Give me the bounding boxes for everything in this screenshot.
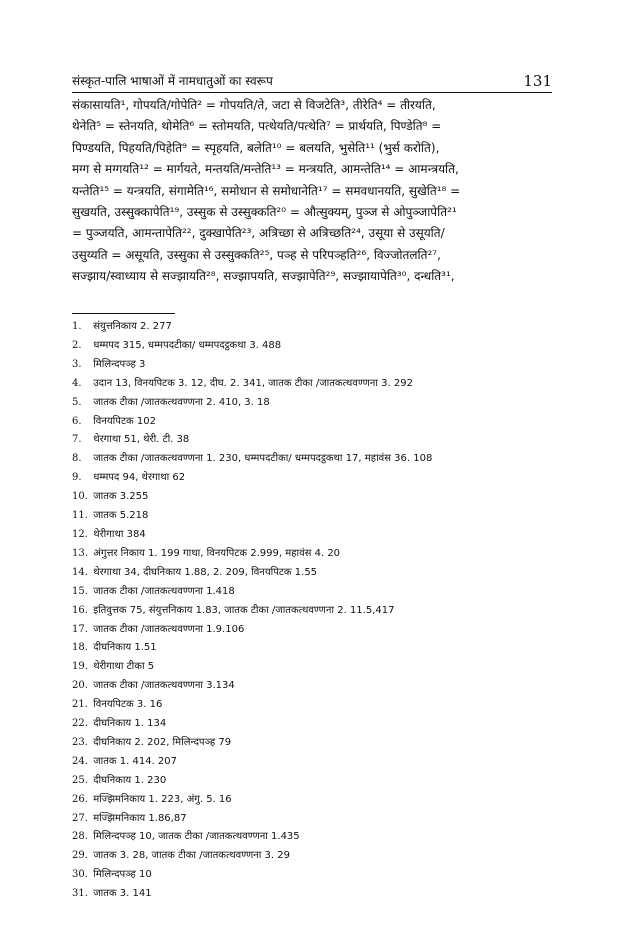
footnote bbox=[72, 526, 552, 545]
footnote-list bbox=[72, 318, 552, 904]
footnote bbox=[72, 621, 552, 640]
footnote-text: मिलिन्दपञ्ह 10 bbox=[93, 869, 152, 881]
footnote-text: थेरगाथा 51, थेरी. टी. 38 bbox=[93, 434, 190, 446]
footnote bbox=[72, 885, 552, 904]
footnote-text: जातक 3.255 bbox=[93, 491, 149, 503]
footnote-text: अंगुत्तर निकाय 1. 199 गाथा, विनयपिटक 2.999, महावंस 4. 20 bbox=[93, 547, 341, 559]
footnote-number: 10. bbox=[72, 491, 88, 503]
footnote-text: जातक टीका /जातकत्थवण्णना 2. 410, 3. 18 bbox=[93, 396, 270, 408]
footnote-number: 27. bbox=[72, 812, 88, 824]
footnote-number: 6. bbox=[72, 415, 82, 427]
footnote-text: दीघनिकाय 1. 134 bbox=[93, 718, 167, 730]
footnote bbox=[72, 545, 552, 564]
footnote-text: जातक टीका /जातकत्थवण्णना 3.134 bbox=[93, 680, 235, 692]
footnote-number: 30. bbox=[72, 869, 88, 881]
footnote bbox=[72, 810, 552, 829]
running-header bbox=[72, 72, 552, 90]
footnote bbox=[72, 413, 552, 432]
footnote bbox=[72, 639, 552, 658]
footnote bbox=[72, 677, 552, 696]
footnote-text: थेरीगाथा टीका 5 bbox=[93, 661, 155, 673]
footnote-text: जातक 3. 28, जातक टीका /जातकत्थवण्णना 3. 29 bbox=[93, 850, 290, 862]
footnote-text: इतिवुत्तक 75, संयुत्तनिकाय 1.83, जातक टीका /जातकत्थवण्णना 2. 11.5,417 bbox=[93, 604, 395, 616]
footnote bbox=[72, 469, 552, 488]
footnote bbox=[72, 583, 552, 602]
footnote-text: मिलिन्दपञ्ह 3 bbox=[93, 358, 146, 370]
footnote-text: मिलिन्दपञ्ह 10, जातक टीका /जातकत्थवण्णना 1.435 bbox=[93, 831, 300, 843]
footnote bbox=[72, 715, 552, 734]
page-number: 131 bbox=[523, 72, 552, 90]
footnote-number: 13. bbox=[72, 547, 88, 559]
footnote-number: 28. bbox=[72, 831, 88, 843]
footnote-text: दीघनिकाय 1. 230 bbox=[93, 774, 167, 786]
footnote-number: 19. bbox=[72, 661, 88, 673]
footnote bbox=[72, 602, 552, 621]
footnote-number: 29. bbox=[72, 850, 88, 862]
footnote bbox=[72, 828, 552, 847]
footnote bbox=[72, 356, 552, 375]
footnote-text: जातक 3. 141 bbox=[93, 888, 152, 900]
body-line: थेनेति⁵ = स्तेनयति, थोमेति⁶ = स्तोमयति, पत्थेयति/पत्थेति⁷ = प्रार्थयति, पिण्डेति⁸ = bbox=[72, 119, 442, 134]
footnote-text: जातक 5.218 bbox=[93, 510, 149, 522]
footnote-number: 3. bbox=[72, 358, 82, 370]
footnote-text: विनयपिटक 102 bbox=[93, 415, 156, 427]
footnote-text: संयुत्तनिकाय 2. 277 bbox=[93, 321, 172, 332]
footnote bbox=[72, 488, 552, 507]
footnote-text: थेरीगाथा 384 bbox=[93, 528, 146, 540]
footnote-number: 16. bbox=[72, 604, 88, 616]
footnote bbox=[72, 866, 552, 885]
footnote bbox=[72, 375, 552, 394]
footnote bbox=[72, 772, 552, 791]
footnote-number: 21. bbox=[72, 699, 88, 711]
footnote-text: दीघनिकाय 2. 202, मिलिन्दपञ्ह 79 bbox=[93, 736, 232, 748]
body-line: उसुय्यति = असूयति, उस्सुका से उस्सुक्कति²⁵, पञ्ह से परिपञ्हति²⁶, विज्जोतलति²⁷, bbox=[72, 247, 441, 262]
running-title: संस्कृत-पालि भाषाओं में नामधातुओं का स्वरूप bbox=[72, 74, 273, 88]
footnote bbox=[72, 337, 552, 356]
footnote-text: मज्झिमनिकाय 1.86,87 bbox=[93, 812, 187, 824]
footnote-number: 8. bbox=[72, 453, 82, 465]
footnote bbox=[72, 564, 552, 583]
footnote bbox=[72, 507, 552, 526]
body-line: मग्ग से मग्गयति¹² = मार्गयते, मन्तयति/मन्तेति¹³ = मन्त्रयति, आमन्तेति¹⁴ = आमन्त्रयति, bbox=[72, 162, 459, 177]
footnote-text: थेरगाथा 34, दीघनिकाय 1.88, 2. 209, विनयपिटक 1.55 bbox=[93, 566, 318, 578]
footnote-number: 12. bbox=[72, 528, 88, 540]
footnote-text: दीघनिकाय 1.51 bbox=[93, 642, 157, 654]
body-paragraph bbox=[72, 95, 552, 288]
footnote-number: 18. bbox=[72, 642, 88, 654]
footnote bbox=[72, 394, 552, 413]
footnote-text: जातक टीका /जातकत्थवण्णना 1. 230, धम्मपदटीका/ धम्मपदट्ठकथा 17, महावंस 36. 108 bbox=[93, 453, 433, 465]
footnote-number: 15. bbox=[72, 585, 88, 597]
footnote bbox=[72, 658, 552, 677]
footnote-number: 22. bbox=[72, 718, 88, 730]
footnote bbox=[72, 847, 552, 866]
footnote-number: 5. bbox=[72, 396, 82, 408]
footnote bbox=[72, 450, 552, 469]
footnote bbox=[72, 696, 552, 715]
footnote-number: 14. bbox=[72, 566, 88, 578]
footnote-text: विनयपिटक 3. 16 bbox=[93, 699, 163, 711]
footnote-number: 25. bbox=[72, 774, 88, 786]
footnote-number: 20. bbox=[72, 680, 88, 692]
footnote-number: 7. bbox=[72, 434, 82, 446]
footnote-separator bbox=[72, 313, 175, 314]
footnote-number: 31. bbox=[72, 888, 88, 900]
footnote bbox=[72, 431, 552, 450]
footnote bbox=[72, 734, 552, 753]
footnote-text: जातक टीका /जातकत्थवण्णना 1.9.106 bbox=[93, 623, 245, 635]
body-line: पिण्डयति, पिहयति/पिहेति⁹ = स्पृहयति, बलेति¹⁰ = बलयति, भुसेति¹¹ (भुर्स करोति), bbox=[72, 140, 440, 155]
body-line: = पुञ्जयति, आमन्तापेति²², दुक्खापेति²³, अत्रिच्छा से अत्रिच्छति²⁴, उसूया से उसूयति/ bbox=[72, 226, 445, 241]
body-line: संकासायति¹, गोपयति/गोपेति² = गोपयति/ते, जटा से विजटेति³, तीरेति⁴ = तीरयति, bbox=[72, 98, 436, 112]
footnote-text: जातक टीका /जातकत्थवण्णना 1.418 bbox=[93, 585, 235, 597]
footnote-text: जातक 1. 414. 207 bbox=[93, 755, 178, 767]
body-line: यन्तेति¹⁵ = यन्त्रयति, संगामेति¹⁶, समोधान से समोधानेति¹⁷ = समवधानयति, सुखेति¹⁸ = bbox=[72, 183, 461, 198]
footnote bbox=[72, 753, 552, 772]
footnote-text: धम्मपद 315, धम्मपदटीका/ धम्मपदट्ठकथा 3. 488 bbox=[93, 339, 282, 351]
footnote-number: 9. bbox=[72, 472, 82, 484]
body-line: सज्झाय/स्वाध्याय से सज्झायति²⁸, सज्झापयति, सज्झापेति²⁹, सज्झायापेति³⁰, दन्धति³¹, bbox=[72, 269, 455, 284]
footnote-number: 4. bbox=[72, 377, 82, 389]
footnote bbox=[72, 318, 552, 337]
footnote-text: धम्मपद 94, थेरगाथा 62 bbox=[93, 472, 186, 484]
footnote-number: 23. bbox=[72, 736, 88, 748]
footnote-text: उदान 13, विनयपिटक 3. 12, दीघ. 2. 341, जातक टीका /जातकत्थवण्णना 3. 292 bbox=[93, 377, 413, 389]
footnote-number: 11. bbox=[72, 510, 88, 522]
footnote-number: 1. bbox=[72, 321, 82, 332]
footnote-number: 26. bbox=[72, 793, 88, 805]
footnote bbox=[72, 791, 552, 810]
footnote-text: मज्झिमनिकाय 1. 223, अंगु. 5. 16 bbox=[93, 793, 232, 805]
header-rule bbox=[72, 92, 552, 93]
footnote-number: 2. bbox=[72, 339, 82, 351]
footnote-number: 24. bbox=[72, 755, 88, 767]
footnote-number: 17. bbox=[72, 623, 88, 635]
body-line: सुखयति, उस्सुक्कापेति¹⁹, उस्सुक से उस्सुक्कति²⁰ = औत्सुक्यम्, पुञ्ज से ओपुञ्जापेति²¹ bbox=[72, 205, 457, 220]
